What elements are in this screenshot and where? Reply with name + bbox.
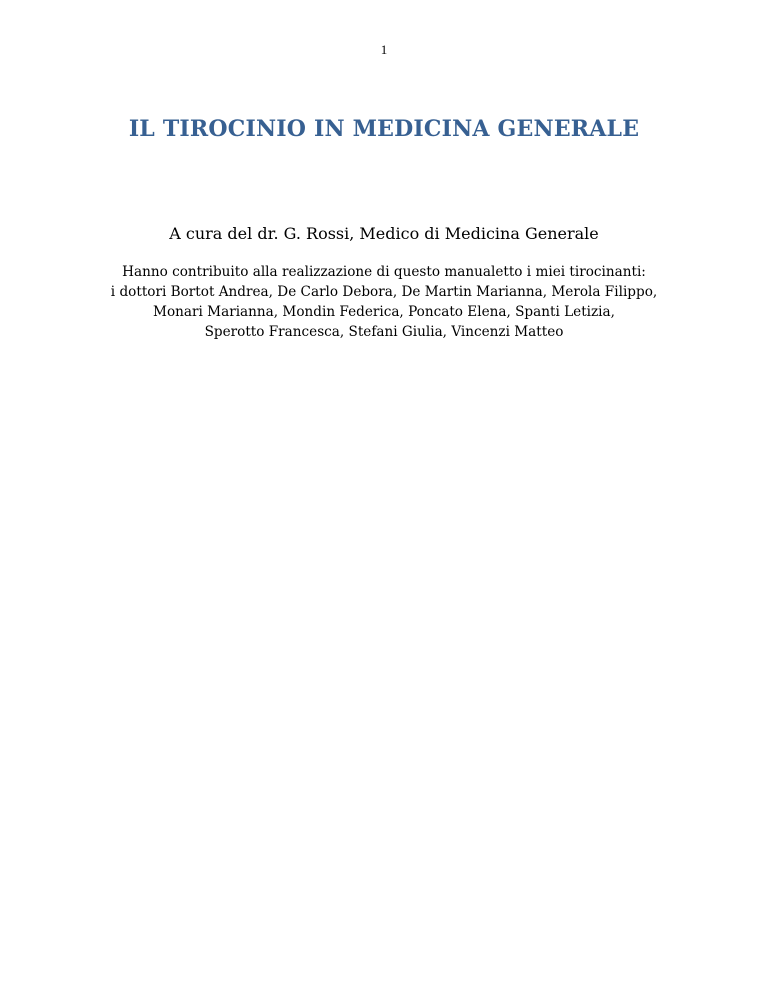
contributors-paragraph	[0, 262, 768, 342]
contributors-line: i dottori Bortot Andrea, De Carlo Debora, De Martin Marianna, Merola Filippo,	[110, 284, 658, 300]
page-number: 1	[380, 42, 388, 57]
contributors-line: Monari Marianna, Mondin Federica, Poncato Elena, Spanti Letizia,	[153, 304, 615, 320]
curator-line: A cura del dr. G. Rossi, Medico di Medicina Generale	[169, 224, 599, 243]
contributors-line: Hanno contribuito alla realizzazione di questo manualetto i miei tirocinanti:	[122, 264, 646, 280]
document-title: IL TIROCINIO IN MEDICINA GENERALE	[128, 116, 640, 142]
contributors-line: Sperotto Francesca, Stefani Giulia, Vincenzi Matteo	[204, 324, 564, 340]
